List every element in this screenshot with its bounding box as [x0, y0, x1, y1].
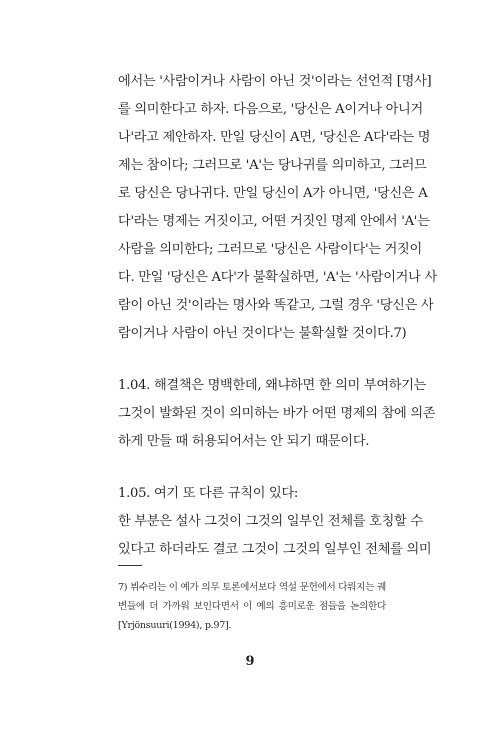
body-line: 사람을 의미한다; 그러므로 '당신은 사람이다'는 거짓이 — [118, 242, 422, 257]
body-line: 나'라고 제안하자. 만일 당신이 A면, '당신은 A다'라는 명 — [118, 130, 431, 145]
body-line: 람이 아닌 것'이라는 명사와 똑같고, 그럴 경우 '당신은 사 — [118, 298, 434, 313]
footnote-line: 7) 뷔수리는 이 예가 의무 토론에서보다 역설 문헌에서 다뤄지는 궤 — [118, 582, 386, 593]
body-line: 제는 참이다; 그러므로 'A'는 당나귀를 의미하고, 그러므 — [118, 158, 427, 173]
body-line: 람이거나 사람이 아닌 것이다'는 불확실할 것이다.7) — [118, 326, 407, 341]
body-line: 를 의미한다고 하자. 다음으로, '당신은 A이거나 아니거 — [118, 102, 423, 117]
footnote-line: 변들에 더 가까워 보인다면서 이 예의 흥미로운 점들을 논의한다 — [118, 601, 386, 612]
footnote-divider — [118, 565, 142, 566]
footnote-line: [Yrjönsuuri(1994), p.97]. — [118, 620, 232, 631]
body-line: 1.04. 해결책은 명백한데, 왜냐하면 한 의미 부여하기는 — [118, 378, 427, 393]
body-line: 한 부분은 설사 그것이 그것의 일부인 전체를 호칭할 수 — [118, 514, 423, 529]
body-line: 있다고 하더라도 결코 그것이 그것의 일부인 전체를 의미 — [118, 542, 432, 557]
page-number: 9 — [245, 654, 255, 669]
body-line: 그것이 발화된 것이 의미하는 바가 어떤 명제의 참에 의존 — [118, 406, 436, 421]
body-line: 다. 만일 '당신은 A다'가 불확실하면, 'A'는 '사람이거나 사 — [118, 270, 437, 285]
body-line: 다'라는 명제는 거짓이고, 어떤 거짓인 명제 안에서 'A'는 — [118, 214, 430, 229]
body-line: 에서는 '사람이거나 사람이 아닌 것'이라는 선언적 [명사] — [118, 74, 432, 89]
body-line: 로 당신은 당나귀다. 만일 당신이 A가 아니면, '당신은 A — [118, 186, 428, 201]
body-line: 1.05. 여기 또 다른 규칙이 있다: — [118, 486, 299, 501]
body-line: 하게 만들 때 허용되어서는 안 되기 때문이다. — [118, 434, 370, 449]
